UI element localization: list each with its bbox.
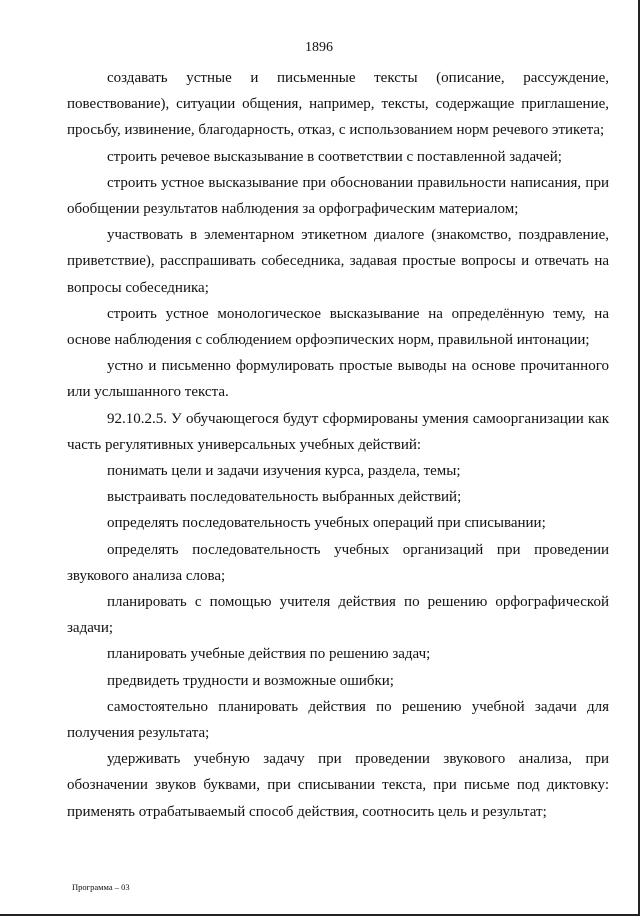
body-text xyxy=(67,65,609,825)
paragraph: выстраивать последовательность выбранных действий; xyxy=(107,489,462,506)
paragraph: предвидеть трудности и возможные ошибки; xyxy=(107,672,394,689)
page-number: 1896 xyxy=(305,40,333,55)
paragraph: строить устное монологическое высказывание на определённую тему, на основе наблюдения с соблюдением орфоэпических норм, правильной интонации; xyxy=(67,305,609,349)
paragraph: удерживать учебную задачу при проведении звукового анализа, при обозначении звуков буквами, при списывании текста, при письме под диктовку: применять отрабатываемый способ действия, соотносить цель и результат; xyxy=(67,751,609,820)
paragraph: определять последовательность учебных организаций при проведении звукового анализа слова; xyxy=(67,541,609,584)
footer-label: Программа – 03 xyxy=(72,882,130,892)
paragraph: планировать учебные действия по решению задач; xyxy=(107,646,431,663)
paragraph: создавать устные и письменные тексты (описание, рассуждение, повествование), ситуации общения, например, тексты, содержащие приглашение, просьбу, извинение, благодарность, отказ, с использованием норм речевого этикета; xyxy=(67,70,609,139)
paragraph: понимать цели и задачи изучения курса, раздела, темы; xyxy=(107,463,461,480)
paragraph: определять последовательность учебных операций при списывании; xyxy=(107,515,546,532)
paragraph: участвовать в элементарном этикетном диалоге (знакомство, поздравление, приветствие), расспрашивать собеседника, задавая простые вопросы и отвечать на вопросы собеседника; xyxy=(67,227,609,296)
paragraph: строить устное высказывание при обосновании правильности написания, при обобщении результатов наблюдения за орфографическим материалом; xyxy=(67,174,609,218)
paragraph: строить речевое высказывание в соответствии с поставленной задачей; xyxy=(107,148,562,165)
paragraph: 92.10.2.5. У обучающегося будут сформированы умения самоорганизации как часть регулятивных универсальных учебных действий: xyxy=(67,410,609,453)
paragraph: самостоятельно планировать действия по решению учебной задачи для получения результата; xyxy=(67,698,609,742)
paragraph: планировать с помощью учителя действия по решению орфографической задачи; xyxy=(67,594,609,637)
paragraph: устно и письменно формулировать простые выводы на основе прочитанного или услышанного текста. xyxy=(67,358,609,401)
